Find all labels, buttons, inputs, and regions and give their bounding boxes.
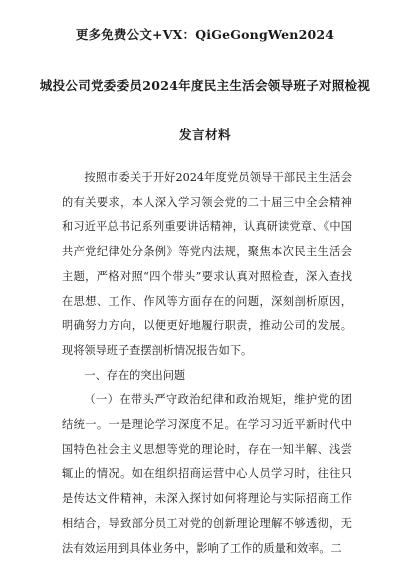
body-paragraph: （一）在带头严守政治纪律和政治规矩，维护党的团结统一。一是理论学习深度不足。在学习习近平新时代中国特色社会主义思想等党的理论时，存在一知半解、浅尝辄止的情况。如在组织招商运营中心人员学习时，往往只是传达文件精神，未深入探讨如何将理论与实际招商工作相结合，导致部分员工对党的创新理论理解不够透彻，无法有效运用到具体业务中，影响了工作的质量和效率。二 bbox=[62, 393, 352, 555]
intro-paragraph: 按照市委关于开好2024年度党员领导干部民主生活会的有关要求，本人深入学习领会党的二十届三中全会精神和习近平总书记系列重要讲话精神，认真研读党章、《中国共产党纪律处分条例》等党内法规，聚焦本次民主生活会主题，严格对照“四个带头”要求认真对照检查，深入查找在思想、工作、作风等方面存在的问题，深刻剖析原因，明确努力方向，以便更好地履行职责，推动公司的发展。现将领导班子查摆剖析情况报告如下。 bbox=[62, 171, 352, 357]
header-note: 更多免费公文+VX：QiGeGongWen2024 bbox=[75, 27, 335, 42]
section-heading: 一、存在的突出问题 bbox=[84, 368, 186, 382]
document-body bbox=[62, 166, 352, 561]
document-title: 城投公司党委委员2024年度民主生活会领导班子对照检视 bbox=[39, 78, 371, 93]
document-subtitle: 发言材料 bbox=[178, 127, 231, 142]
